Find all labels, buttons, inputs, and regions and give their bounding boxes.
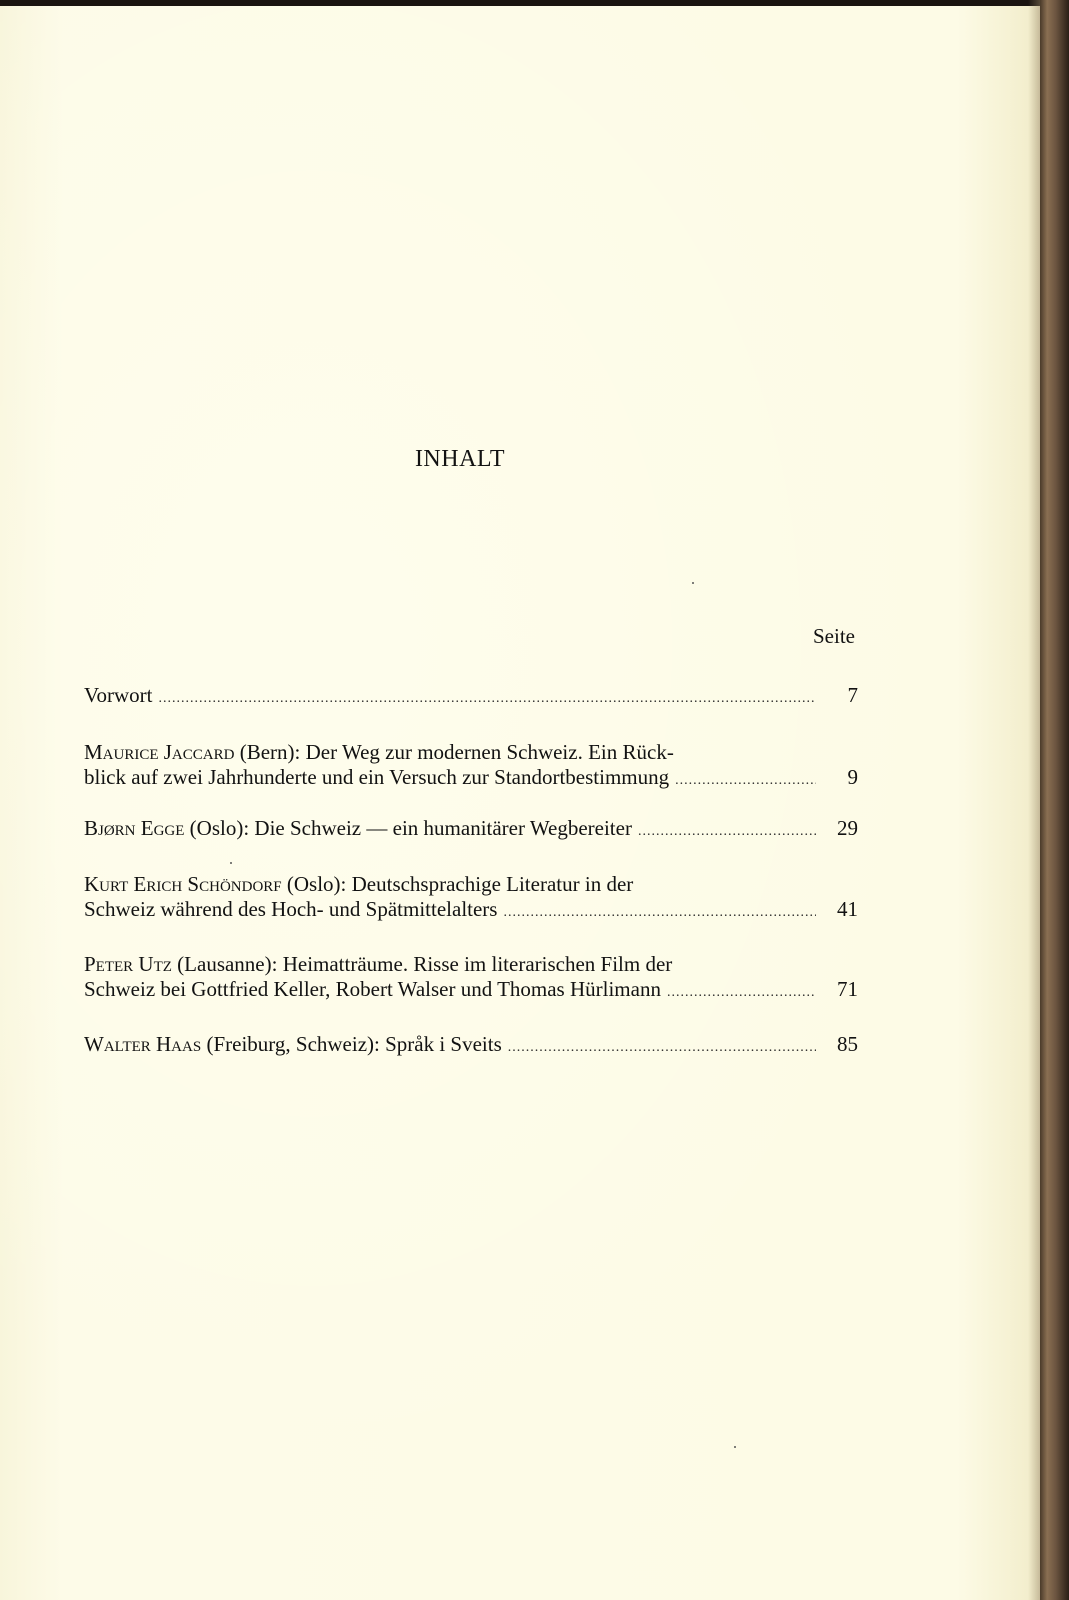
toc-entry-utz bbox=[84, 952, 858, 1005]
entry-author: Peter Utz bbox=[84, 952, 172, 976]
paper-speck bbox=[230, 862, 232, 864]
leader-dots bbox=[675, 768, 816, 793]
entry-page-number: 71 bbox=[837, 977, 858, 1001]
entry-title-line-1: (Oslo): Deutschsprachige Literatur in der bbox=[286, 872, 634, 896]
entry-page-number: 41 bbox=[837, 897, 858, 921]
leader-dots bbox=[667, 980, 816, 1005]
toc-entry-egge bbox=[84, 816, 858, 844]
entry-title-line-1: (Lausanne): Heimatträume. Risse im literarischen Film der bbox=[177, 952, 673, 976]
page-column-label: Seite bbox=[813, 624, 855, 648]
book-page bbox=[0, 6, 1040, 1600]
toc-entry-haas bbox=[84, 1032, 858, 1060]
book-spine-edge bbox=[1040, 0, 1069, 1600]
leader-dots bbox=[158, 686, 816, 711]
entry-page-number: 29 bbox=[837, 816, 858, 840]
paper-speck bbox=[734, 1446, 736, 1448]
entry-page-number: 7 bbox=[847, 683, 858, 707]
leader-dots bbox=[503, 900, 816, 925]
toc-entry-schoendorf bbox=[84, 872, 858, 925]
toc-entry-jaccard bbox=[84, 740, 858, 793]
entry-title: (Freiburg, Schweiz): Språk i Sveits bbox=[206, 1032, 502, 1056]
contents-heading: INHALT bbox=[414, 446, 506, 472]
leader-dots bbox=[638, 819, 816, 844]
entry-author: Kurt Erich Schöndorf bbox=[84, 872, 282, 896]
entry-title-line-1: (Bern): Der Weg zur modernen Schweiz. Ein Rück- bbox=[239, 740, 674, 764]
entry-author: Walter Haas bbox=[84, 1032, 202, 1056]
entry-author: Bjørn Egge bbox=[84, 816, 185, 840]
entry-title-line-2: Schweiz bei Gottfried Keller, Robert Walser und Thomas Hürlimann bbox=[84, 977, 661, 1001]
entry-page-number: 9 bbox=[847, 765, 858, 789]
leader-dots bbox=[508, 1035, 816, 1060]
entry-title: (Oslo): Die Schweiz — ein humanitärer Wegbereiter bbox=[189, 816, 632, 840]
entry-title: Vorwort bbox=[84, 683, 153, 707]
entry-page-number: 85 bbox=[837, 1032, 858, 1056]
entry-title-line-2: Schweiz während des Hoch- und Spätmittelalters bbox=[84, 897, 498, 921]
toc-entry-vorwort bbox=[84, 683, 858, 711]
paper-speck bbox=[692, 582, 694, 584]
entry-author: Maurice Jaccard bbox=[84, 740, 235, 764]
entry-title-line-2: blick auf zwei Jahrhunderte und ein Versuch zur Standortbestimmung bbox=[84, 765, 670, 789]
